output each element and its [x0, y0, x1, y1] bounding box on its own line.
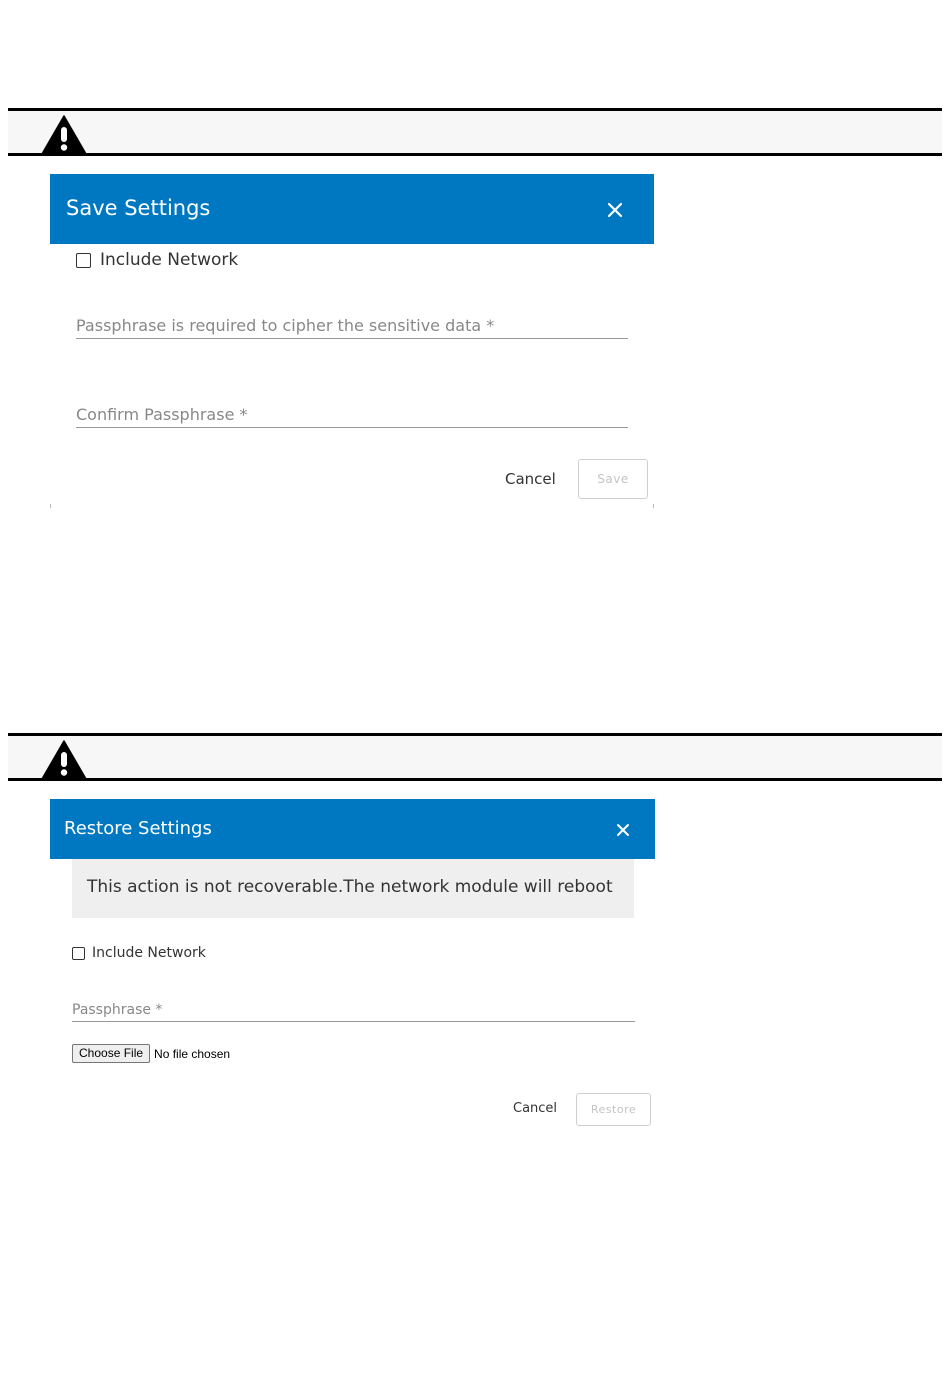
include-network-label: Include Network	[100, 250, 239, 270]
cancel-button[interactable]: Cancel	[513, 1101, 558, 1116]
save-button[interactable]: Save	[578, 459, 648, 499]
confirm-passphrase-field[interactable]	[76, 391, 628, 428]
passphrase-placeholder: Passphrase *	[72, 1002, 163, 1018]
file-picker	[72, 1044, 230, 1063]
passphrase-placeholder: Passphrase is required to cipher the sensitive data *	[76, 316, 495, 335]
include-network-label: Include Network	[92, 945, 206, 961]
warning-bar-bottom	[8, 733, 942, 781]
close-icon[interactable]	[616, 823, 630, 837]
checkbox-unchecked-icon[interactable]	[72, 947, 85, 960]
not-recoverable-notice: This action is not recoverable.The network module will reboot	[72, 859, 634, 918]
passphrase-field[interactable]	[72, 991, 635, 1022]
confirm-passphrase-placeholder: Confirm Passphrase *	[76, 405, 248, 424]
restore-dialog-header	[50, 799, 655, 859]
save-dialog-header	[50, 174, 654, 244]
file-status: No file chosen	[154, 1046, 231, 1061]
include-network-row[interactable]	[72, 945, 206, 961]
close-icon[interactable]	[607, 202, 623, 218]
restore-settings-dialog	[50, 799, 655, 1139]
warning-triangle-icon	[41, 740, 87, 780]
dialog-corner-mark	[50, 504, 51, 508]
warning-bar-top	[8, 108, 942, 156]
save-settings-dialog	[50, 174, 654, 508]
cancel-button[interactable]: Cancel	[505, 470, 556, 488]
include-network-row[interactable]	[76, 250, 238, 270]
restore-button[interactable]: Restore	[576, 1093, 651, 1126]
checkbox-unchecked-icon[interactable]	[76, 253, 91, 268]
choose-file-button[interactable]: Choose File	[72, 1044, 150, 1063]
passphrase-field[interactable]	[76, 302, 628, 339]
save-dialog-title: Save Settings	[66, 196, 211, 220]
restore-dialog-title: Restore Settings	[64, 818, 212, 839]
dialog-corner-mark	[653, 504, 654, 508]
warning-triangle-icon	[41, 115, 87, 155]
